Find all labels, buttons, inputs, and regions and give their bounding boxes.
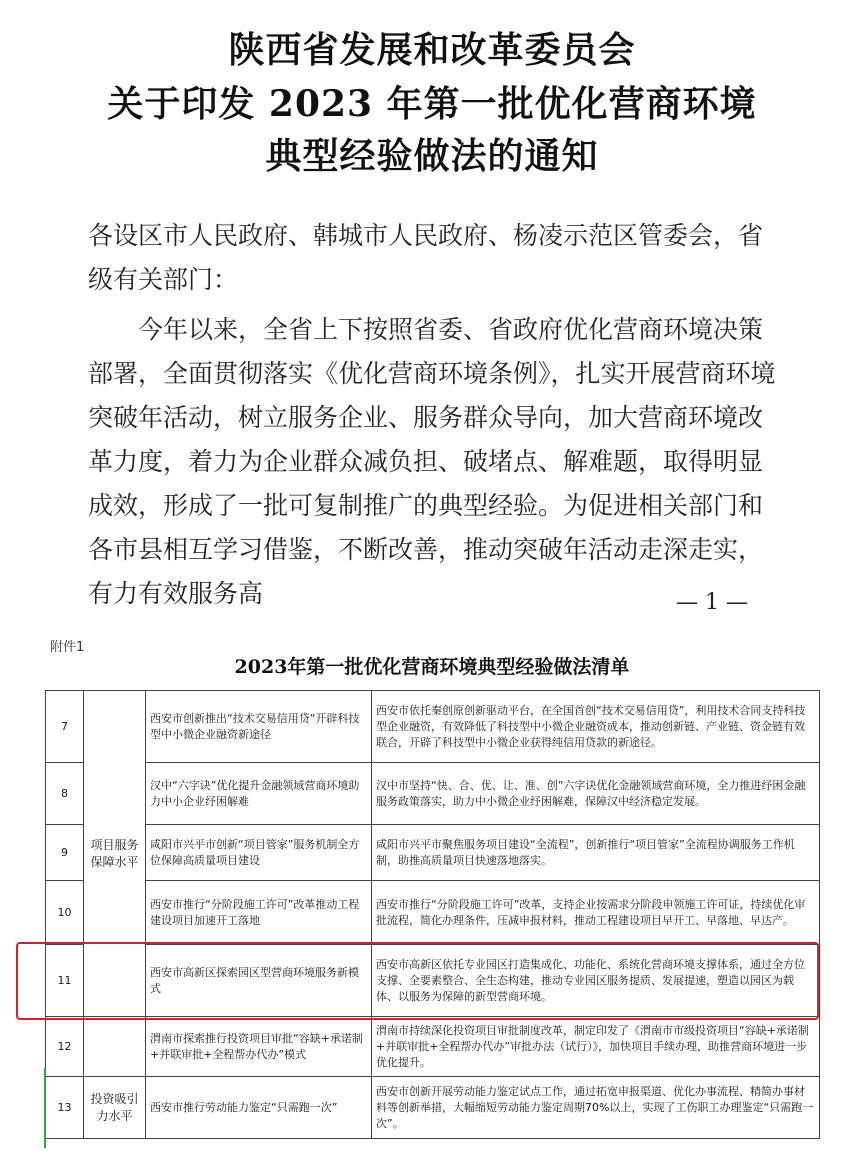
doc-title-line-2: 关于印发 2023 年第一批优化营商环境 (107, 83, 757, 125)
page-number: — 1 — (676, 590, 748, 615)
attachment-title: 2023年第一批优化营商环境典型经验做法清单 (234, 656, 630, 678)
practice-description: 渭南市持续深化投资项目审批制度改革，制定印发了《渭南市市级投资项目“容缺+承诺制+并联审批+全程帮办代办”审批办法（试行）》，加快项目手续办理，助推营商环境进一步优化提升。 (372, 1017, 820, 1077)
table-row (46, 825, 820, 881)
practice-description: 西安市创新开展劳动能力鉴定试点工作，通过拓宽申报渠道、优化办事流程、精简办事材料等创新举措，大幅缩短劳动能力鉴定周期70%以上，实现了工伤职工办理鉴定“只需跑一次”。 (372, 1077, 820, 1139)
practice-name: 西安市高新区探索园区型营商环境服务新模式 (146, 945, 372, 1017)
practice-description: 西安市依托秦创原创新驱动平台，在全国首创“技术交易信用贷”，利用技术合同支持科技型企业融资，有效降低了科技型中小微企业融资成本，推动创新链、产业链、资金链有效联合，开辟了科技型中小微企业获得纯信用贷款的新途径。 (372, 691, 820, 763)
category-cell-empty (84, 1017, 146, 1077)
body-paragraph: 今年以来，全省上下按照省委、省政府优化营商环境决策部署，全面贯彻落实《优化营商环境条例》，扎实开展营商环境突破年活动，树立服务企业、服务群众导向，加大营商环境改革力度，着力为企业群众减负担、破堵点、解难题，取得明显成效，形成了一批可复制推广的典型经验。为促进相关部门和各市县相互学习借鉴，不断改善，推动突破年活动走深走实，有力有效服务高 (88, 315, 776, 608)
practice-name: 西安市推行劳动能力鉴定“只需跑一次” (146, 1077, 372, 1139)
practice-description: 汉中市坚持“快、合、优、让、准、创”六字诀优化金融领域营商环境，全力推进纾困金融服务政策落实，助力中小微企业纾困解难，保障汉中经济稳定发展。 (372, 763, 820, 825)
row-number: 9 (46, 825, 84, 881)
doc-title-line-3: 典型经验做法的通知 (265, 135, 599, 177)
row-number: 12 (46, 1017, 84, 1077)
practice-table (45, 690, 820, 1139)
highlight-box (16, 942, 819, 1020)
salutation: 各设区市人民政府、韩城市人民政府、杨凌示范区管委会，省级有关部门： (88, 221, 764, 294)
row-number: 10 (46, 881, 84, 945)
table-row (46, 691, 820, 763)
attachment-page (0, 628, 864, 1151)
table-row (46, 881, 820, 945)
table-row (46, 1077, 820, 1139)
row-number: 11 (46, 945, 84, 1017)
row-number: 8 (46, 763, 84, 825)
practice-name: 西安市推行“分阶段施工许可”改革推动工程建设项目加速开工落地 (146, 881, 372, 945)
practice-name: 汉中“六字诀”优化提升金融领域营商环境助力中小企业纾困解难 (146, 763, 372, 825)
practice-description: 西安市高新区依托专业园区打造集成化、功能化、系统化营商环境支撑体系，通过全方位支撑、全要素整合、全生态构建，推动专业园区服务提质、发展提速，塑造以园区为载体、以服务为保障的新型营商环境。 (372, 945, 820, 1017)
category-cell: 投资吸引力水平 (84, 1077, 146, 1139)
doc-title-line-1: 陕西省发展和改革委员会 (228, 29, 636, 71)
practice-name: 咸阳市兴平市创新“项目管家”服务机制全方位保障高质量项目建设 (146, 825, 372, 881)
margin-mark (44, 1068, 46, 1148)
practice-name: 渭南市探索推行投资项目审批“容缺+承诺制+并联审批+全程帮办代办”模式 (146, 1017, 372, 1077)
practice-name: 西安市创新推出“技术交易信用贷”开辟科技型中小微企业融资新途径 (146, 691, 372, 763)
table-row (46, 763, 820, 825)
row-number: 13 (46, 1077, 84, 1139)
attachment-label: 附件1 (50, 640, 85, 655)
practice-description: 西安市推行“分阶段施工许可”改革，支持企业按需求分阶段申领施工许可证，持续优化审批流程，简化办理条件，压减申报材料，推动工程建设项目早开工、早落地、早达产。 (372, 881, 820, 945)
practice-description: 咸阳市兴平市聚焦服务项目建设“全流程”，创新推行“项目管家”全流程协调服务工作机制，助推高质量项目快速落地落实。 (372, 825, 820, 881)
row-number: 7 (46, 691, 84, 763)
category-cell: 项目服务保障水平 (84, 691, 146, 1017)
table-row (46, 1017, 820, 1077)
